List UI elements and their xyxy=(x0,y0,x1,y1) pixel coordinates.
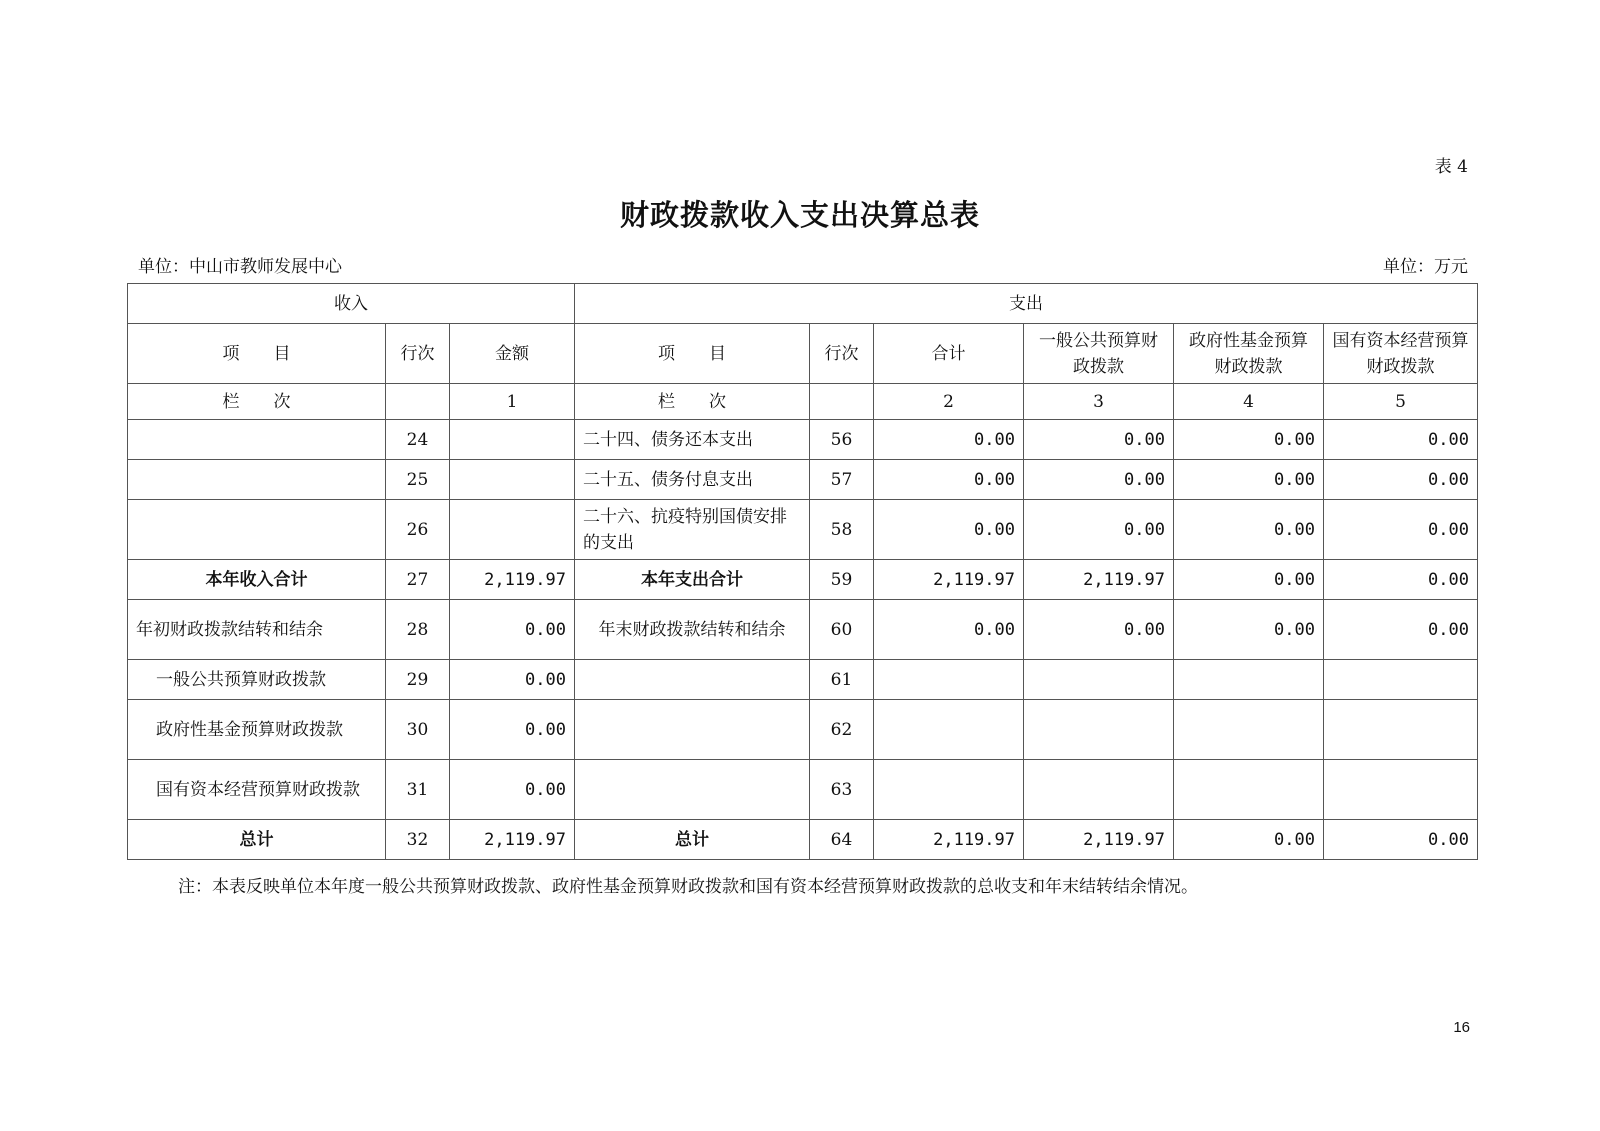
state-value xyxy=(1324,660,1478,700)
income-row-no-header: 行次 xyxy=(386,324,450,384)
footnote: 注：本表反映单位本年度一般公共预算财政拨款、政府性基金预算财政拨款和国有资本经营预算财政拨款的总收支和年末结转结余情况。 xyxy=(178,877,1198,897)
general-value xyxy=(1024,700,1174,760)
col-index-1: 1 xyxy=(450,384,575,420)
unit-currency: 单位：万元 xyxy=(1383,257,1468,277)
general-value: 0.00 xyxy=(1024,420,1174,460)
total-value: 0.00 xyxy=(874,460,1024,500)
income-amount: 0.00 xyxy=(450,700,575,760)
expense-item xyxy=(575,700,810,760)
total-header: 合计 xyxy=(874,324,1024,384)
expense-item: 二十四、债务还本支出 xyxy=(575,420,810,460)
total-value: 2,119.97 xyxy=(874,820,1024,860)
expense-row-no: 62 xyxy=(810,700,874,760)
income-row-no: 29 xyxy=(386,660,450,700)
state-value: 0.00 xyxy=(1324,500,1478,560)
income-amount xyxy=(450,420,575,460)
expense-item: 本年支出合计 xyxy=(575,560,810,600)
fund-value: 0.00 xyxy=(1174,500,1324,560)
expense-item: 二十五、债务付息支出 xyxy=(575,460,810,500)
expense-item xyxy=(575,660,810,700)
expense-item-header: 项 目 xyxy=(575,324,810,384)
income-amount-header: 金额 xyxy=(450,324,575,384)
general-value: 2,119.97 xyxy=(1024,820,1174,860)
empty-cell xyxy=(386,384,450,420)
table-number: 表 4 xyxy=(1434,157,1468,177)
fund-value: 0.00 xyxy=(1174,420,1324,460)
empty-cell xyxy=(810,384,874,420)
income-item: 一般公共预算财政拨款 xyxy=(128,660,386,700)
fund-value xyxy=(1174,700,1324,760)
income-item: 本年收入合计 xyxy=(128,560,386,600)
total-value xyxy=(874,660,1024,700)
table-row-grand-total xyxy=(128,820,1478,860)
total-value: 0.00 xyxy=(874,420,1024,460)
income-item xyxy=(128,500,386,560)
income-row-no: 25 xyxy=(386,460,450,500)
fund-value: 0.00 xyxy=(1174,560,1324,600)
expense-row-no: 58 xyxy=(810,500,874,560)
budget-table xyxy=(127,283,1478,860)
state-value: 0.00 xyxy=(1324,560,1478,600)
income-item-header: 项 目 xyxy=(128,324,386,384)
income-row-no: 32 xyxy=(386,820,450,860)
income-item xyxy=(128,460,386,500)
state-value: 0.00 xyxy=(1324,420,1478,460)
total-value: 2,119.97 xyxy=(874,560,1024,600)
column-index-row xyxy=(128,384,1478,420)
expense-item: 年末财政拨款结转和结余 xyxy=(575,600,810,660)
total-value xyxy=(874,760,1024,820)
income-item xyxy=(128,420,386,460)
state-value: 0.00 xyxy=(1324,820,1478,860)
fund-value xyxy=(1174,660,1324,700)
fund-value xyxy=(1174,760,1324,820)
table-row xyxy=(128,700,1478,760)
fund-budget-header: 政府性基金预算财政拨款 xyxy=(1174,324,1324,384)
table-row-subtotal xyxy=(128,560,1478,600)
state-value xyxy=(1324,700,1478,760)
income-amount: 0.00 xyxy=(450,600,575,660)
state-value xyxy=(1324,760,1478,820)
income-row-no: 27 xyxy=(386,560,450,600)
fund-value: 0.00 xyxy=(1174,600,1324,660)
general-value: 0.00 xyxy=(1024,600,1174,660)
income-row-no: 26 xyxy=(386,500,450,560)
income-row-no: 24 xyxy=(386,420,450,460)
page-number: 16 xyxy=(1453,1019,1470,1036)
expense-item: 总计 xyxy=(575,820,810,860)
income-header: 收入 xyxy=(128,284,575,324)
expense-item xyxy=(575,760,810,820)
expense-row-no-header: 行次 xyxy=(810,324,874,384)
general-value xyxy=(1024,760,1174,820)
income-lan-label: 栏 次 xyxy=(128,384,386,420)
general-value: 2,119.97 xyxy=(1024,560,1174,600)
state-value: 0.00 xyxy=(1324,600,1478,660)
col-index-2: 2 xyxy=(874,384,1024,420)
table-row xyxy=(128,500,1478,560)
fund-value: 0.00 xyxy=(1174,460,1324,500)
total-value xyxy=(874,700,1024,760)
general-value: 0.00 xyxy=(1024,500,1174,560)
expense-header: 支出 xyxy=(575,284,1478,324)
table-row xyxy=(128,600,1478,660)
income-amount: 0.00 xyxy=(450,760,575,820)
state-capital-header: 国有资本经营预算财政拨款 xyxy=(1324,324,1478,384)
general-value: 0.00 xyxy=(1024,460,1174,500)
col-index-3: 3 xyxy=(1024,384,1174,420)
expense-row-no: 59 xyxy=(810,560,874,600)
expense-item: 二十六、抗疫特别国债安排的支出 xyxy=(575,500,810,560)
total-value: 0.00 xyxy=(874,500,1024,560)
income-amount: 2,119.97 xyxy=(450,820,575,860)
income-item: 政府性基金预算财政拨款 xyxy=(128,700,386,760)
state-value: 0.00 xyxy=(1324,460,1478,500)
table-row xyxy=(128,460,1478,500)
table-header-group-row xyxy=(128,284,1478,324)
table-row xyxy=(128,760,1478,820)
income-row-no: 30 xyxy=(386,700,450,760)
expense-row-no: 61 xyxy=(810,660,874,700)
expense-row-no: 56 xyxy=(810,420,874,460)
expense-lan-label: 栏 次 xyxy=(575,384,810,420)
general-budget-header: 一般公共预算财政拨款 xyxy=(1024,324,1174,384)
income-amount: 2,119.97 xyxy=(450,560,575,600)
expense-row-no: 63 xyxy=(810,760,874,820)
expense-row-no: 64 xyxy=(810,820,874,860)
table-header-row xyxy=(128,324,1478,384)
table-row xyxy=(128,660,1478,700)
income-amount: 0.00 xyxy=(450,660,575,700)
table-row xyxy=(128,420,1478,460)
income-amount xyxy=(450,500,575,560)
income-row-no: 31 xyxy=(386,760,450,820)
total-value: 0.00 xyxy=(874,600,1024,660)
income-item: 年初财政拨款结转和结余 xyxy=(128,600,386,660)
page-title: 财政拨款收入支出决算总表 xyxy=(619,198,980,232)
expense-row-no: 60 xyxy=(810,600,874,660)
income-item: 国有资本经营预算财政拨款 xyxy=(128,760,386,820)
income-row-no: 28 xyxy=(386,600,450,660)
income-item: 总计 xyxy=(128,820,386,860)
col-index-5: 5 xyxy=(1324,384,1478,420)
income-amount xyxy=(450,460,575,500)
unit-organization: 单位：中山市教师发展中心 xyxy=(138,257,342,277)
expense-row-no: 57 xyxy=(810,460,874,500)
col-index-4: 4 xyxy=(1174,384,1324,420)
fund-value: 0.00 xyxy=(1174,820,1324,860)
general-value xyxy=(1024,660,1174,700)
